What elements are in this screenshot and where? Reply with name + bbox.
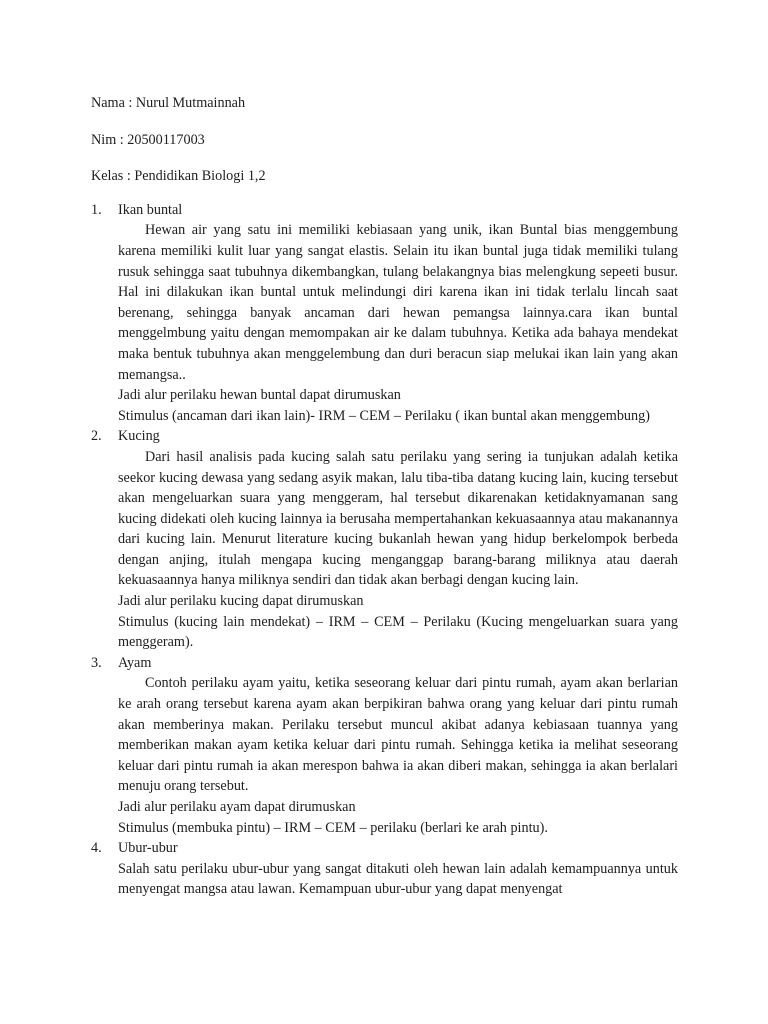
student-nim: Nim : 20500117003 (91, 131, 205, 148)
item-stimulus: Stimulus (ancaman dari ikan lain)- IRM – CEM – Perilaku ( ikan buntal akan menggembung) (118, 407, 650, 424)
item-paragraph: Dari hasil analisis pada kucing salah satu perilaku yang sering ia tunjukan adalah ketika seekor kucing dewasa yang sedang asyik makan, lalu tiba-tiba datang kucing lain, kucing tersebut akan mengeluarkan suara yang menggeram, hal tersebut dikarenakan ketidaknyamanan sang kucing didekati oleh kucing lainnya ia berusaha mempertahankan kekuasaannya atau makanannya dari kucing lain. Menurut literature kucing bukanlah hewan yang hidup berkelompok berbeda dengan anjing, itulah mengapa kucing menganggap barang-barang miliknya atau daerah kekuasaannya hanya miliknya sendiri dan tidak akan berbagi dengan kucing lain. (118, 448, 678, 589)
item-paragraph: Contoh perilaku ayam yaitu, ketika seseorang keluar dari pintu rumah, ayam akan berlarian ke arah orang tersebut karena ayam akan berpikiran bahwa orang yang keluar dari pintu rumah akan memberinya makan. Perilaku tersebut muncul akibat adanya kebiasaan tuannya yang memberikan makan ayam ketika keluar dari pintu rumah. Sehingga ketika ia melihat seseorang keluar dari pintu rumah ia akan merespon bahwa ia akan diberi makan, sehingga ia akan berlalari menuju orang tersebut. (118, 675, 678, 795)
student-class: Kelas : Pendidikan Biologi 1,2 (91, 168, 266, 185)
item-summary: Jadi alur perilaku hewan buntal dapat dirumuskan (118, 387, 401, 404)
item-summary: Jadi alur perilaku kucing dapat dirumuskan (118, 593, 364, 610)
item-stimulus: Stimulus (membuka pintu) – IRM – CEM – perilaku (berlari ke arah pintu). (118, 819, 548, 836)
item-summary: Jadi alur perilaku ayam dapat dirumuskan (118, 799, 356, 815)
list-item (91, 838, 678, 900)
item-number: 2. (91, 428, 102, 445)
student-name: Nama : Nurul Mutmainnah (91, 95, 246, 111)
item-stimulus: Stimulus (kucing lain mendekat) – IRM – CEM – Perilaku (Kucing mengeluarkan suara yang menggeram). (118, 613, 678, 651)
item-number: 4. (91, 840, 102, 857)
item-title: Ubur-ubur (118, 840, 178, 857)
list-item (91, 653, 678, 838)
item-paragraph: Hewan air yang satu ini memiliki kebiasaan yang unik, ikan Buntal bias menggembung karena memiliki kulit luar yang sangat elastis. Selain itu ikan buntal juga tidak memiliki tulang rusuk sehingga saat tubuhnya dikembangkan, tulang belakangnya bias melengkung sepeeti busur. Hal ini dilakukan ikan buntal untuk melindungi diri karena ikan ini tidak terlalu lincah saat berenang, sehingga banyak ancaman dari hewan pemangsa lainnya.cara ikan buntal menggelmbung yaitu dengan memompakan air ke dalam tubuhnya. Ketika ada bahaya mendekat maka bentuk tubuhnya akan menggelembung dan duri beracun siap melukai ikan lain yang akan memangsa.. (118, 222, 678, 383)
item-number: 3. (91, 654, 102, 671)
behavior-list (91, 200, 678, 900)
item-paragraph: Salah satu perilaku ubur-ubur yang sangat ditakuti oleh hewan lain adalah kemampuannya untuk menyengat mangsa atau lawan. Kemampuan ubur-ubur yang dapat menyengat (118, 860, 678, 898)
list-item (91, 426, 678, 653)
item-title: Ayam (118, 654, 152, 671)
list-item (91, 200, 678, 427)
item-title: Kucing (118, 428, 160, 445)
item-title: Ikan buntal (118, 201, 183, 218)
item-number: 1. (91, 201, 102, 218)
